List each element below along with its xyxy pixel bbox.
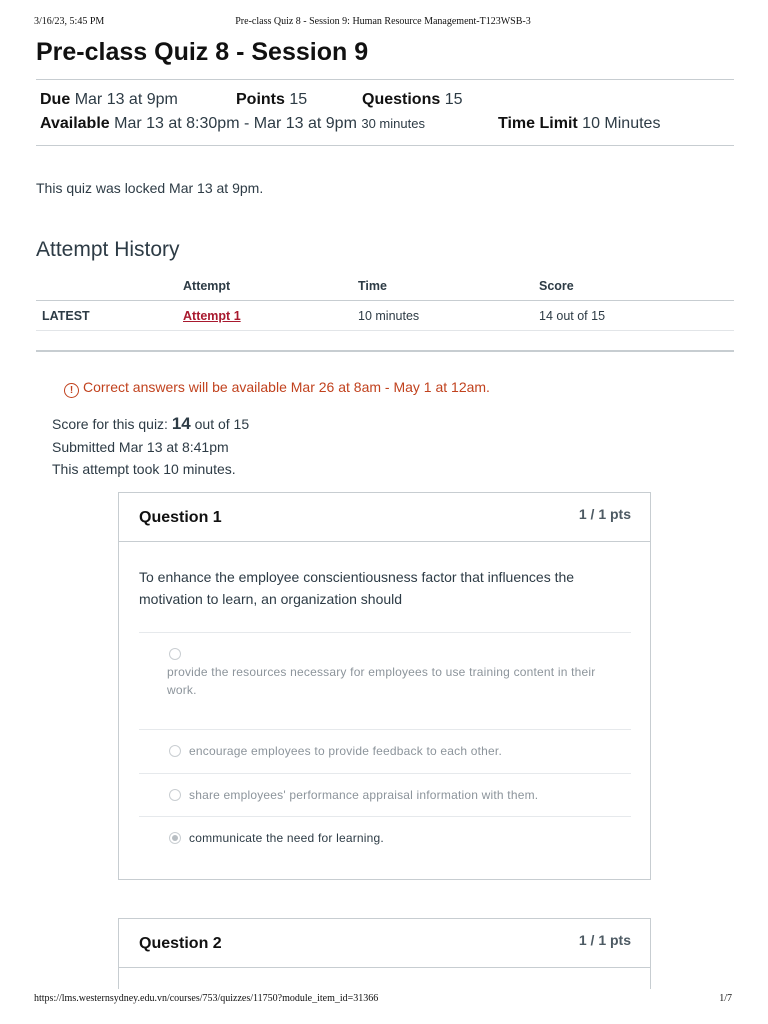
page-title: Pre-class Quiz 8 - Session 9 bbox=[36, 38, 369, 66]
print-date: 3/16/23, 5:45 PM bbox=[34, 16, 105, 27]
question-title: Question 1 bbox=[139, 509, 222, 526]
available-label: Available bbox=[40, 115, 110, 132]
quiz-time-limit bbox=[498, 115, 660, 133]
answer-radio[interactable] bbox=[169, 745, 181, 757]
quiz-points bbox=[236, 91, 307, 109]
locked-message: This quiz was locked Mar 13 at 9pm. bbox=[36, 180, 264, 196]
attempt-history-title: Attempt History bbox=[36, 238, 180, 261]
table-row bbox=[36, 301, 734, 331]
answer-option: encourage employees to provide feedback to each other. bbox=[189, 744, 503, 758]
question-points: 1 / 1 pts bbox=[578, 506, 631, 522]
print-url: https://lms.westernsydney.edu.vn/courses/753/quizzes/11750?module_item_id=31366 bbox=[34, 993, 379, 1004]
print-header bbox=[34, 16, 732, 30]
points-label: Points bbox=[236, 91, 285, 108]
quiz-score bbox=[52, 414, 249, 434]
score-prefix: Score for this quiz: bbox=[52, 416, 172, 432]
attempt-link[interactable]: Attempt 1 bbox=[183, 308, 241, 323]
answer-option: share employees' performance appraisal information with them. bbox=[189, 788, 539, 802]
available-duration: 30 minutes bbox=[361, 116, 425, 131]
question-text: To enhance the employee conscientiousness factor that influences the motivation to learn, an organization should bbox=[139, 569, 575, 607]
column-header-time: Time bbox=[358, 272, 539, 301]
correct-answers-notice bbox=[64, 379, 490, 398]
page-number: 1/7 bbox=[719, 993, 732, 1004]
print-document-title: Pre-class Quiz 8 - Session 9: Human Resource Management-T123WSB-3 bbox=[235, 16, 531, 27]
attempt-score: 14 out of 15 bbox=[539, 301, 734, 331]
answer-radio[interactable] bbox=[169, 648, 181, 660]
time-limit-label: Time Limit bbox=[498, 115, 578, 132]
available-value: Mar 13 at 8:30pm - Mar 13 at 9pm bbox=[114, 115, 357, 132]
points-value: 15 bbox=[289, 91, 308, 108]
answer-divider bbox=[139, 773, 631, 774]
question-card bbox=[118, 492, 651, 880]
column-header-attempt: Attempt bbox=[183, 272, 358, 301]
answer-radio-selected[interactable] bbox=[169, 832, 181, 844]
question-points: 1 / 1 pts bbox=[578, 932, 631, 948]
title-divider bbox=[36, 79, 734, 80]
attempt-duration: This attempt took 10 minutes. bbox=[52, 461, 236, 477]
question-title: Question 2 bbox=[139, 935, 222, 952]
history-divider bbox=[36, 350, 734, 352]
answer-option-selected: communicate the need for learning. bbox=[189, 831, 384, 845]
latest-label: LATEST bbox=[36, 301, 183, 331]
answer-divider bbox=[139, 816, 631, 817]
answer-divider bbox=[139, 632, 631, 633]
column-header-score: Score bbox=[539, 272, 734, 301]
score-value: 14 bbox=[171, 414, 191, 433]
print-footer bbox=[34, 993, 732, 1007]
time-limit-value: 10 Minutes bbox=[582, 115, 661, 132]
correct-answers-notice-text: Correct answers will be available Mar 26 at 8am - May 1 at 12am. bbox=[83, 379, 490, 395]
warning-icon: ! bbox=[64, 383, 79, 398]
questions-value: 15 bbox=[444, 91, 463, 108]
column-header bbox=[36, 272, 183, 301]
details-divider bbox=[36, 145, 734, 146]
answer-option: provide the resources necessary for employees to use training content in their work. bbox=[167, 665, 596, 697]
question-header bbox=[119, 493, 650, 542]
quiz-questions bbox=[362, 91, 462, 109]
answer-radio[interactable] bbox=[169, 789, 181, 801]
attempt-time: 10 minutes bbox=[358, 301, 539, 331]
due-value: Mar 13 at 9pm bbox=[74, 91, 178, 108]
question-header bbox=[119, 919, 650, 968]
table-header-row bbox=[36, 272, 734, 301]
score-suffix: out of 15 bbox=[190, 416, 250, 432]
due-label: Due bbox=[40, 91, 71, 108]
submitted-time: Submitted Mar 13 at 8:41pm bbox=[52, 439, 229, 455]
quiz-available bbox=[40, 115, 425, 133]
answer-divider bbox=[139, 729, 631, 730]
quiz-due bbox=[40, 91, 178, 109]
questions-label: Questions bbox=[362, 91, 441, 108]
attempt-history-table bbox=[36, 272, 734, 331]
